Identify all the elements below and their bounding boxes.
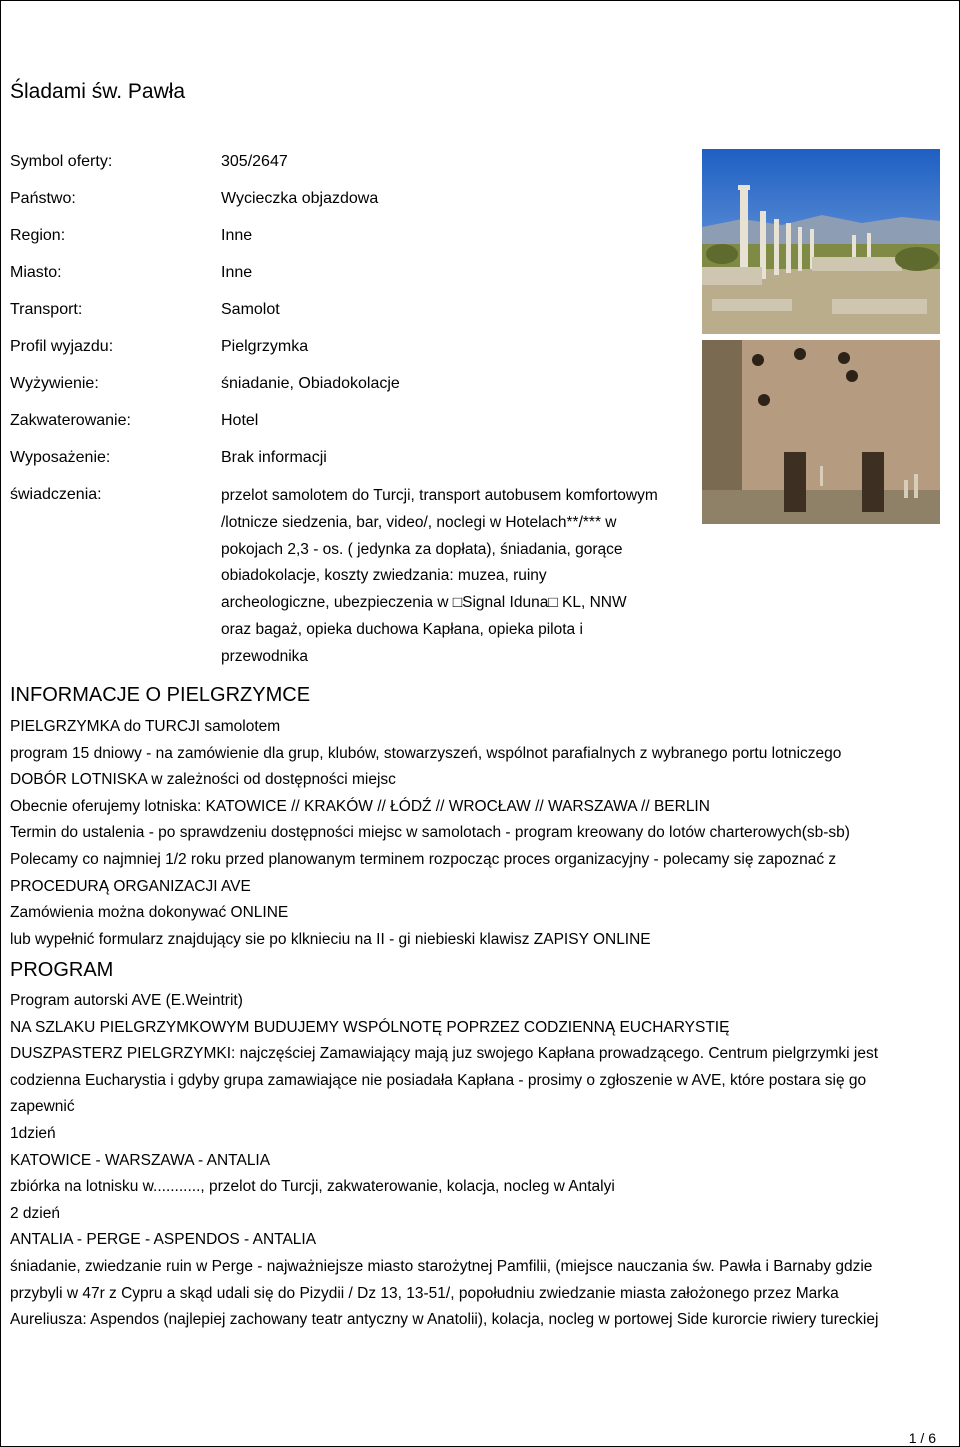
field-value: Hotel [221, 412, 259, 429]
document-title: Śladami św. Pawła [10, 80, 186, 103]
field-label: Transport: [10, 301, 83, 318]
field-label: Region: [10, 227, 66, 244]
benefits-text [221, 483, 701, 671]
program-line: 2 dzień [10, 1204, 60, 1222]
field-value: 305/2647 [221, 153, 288, 170]
field-label: Wyposażenie: [10, 449, 111, 466]
info-line: Zamówienia można dokonywać ONLINE [10, 904, 289, 922]
benefits-line: obiadokolacje, koszty zwiedzania: muzea, ruiny [221, 567, 547, 585]
info-line: Polecamy co najmniej 1/2 roku przed planowanym terminem rozpocząc proces organizacyjny - polecamy się zapoznać z [10, 850, 837, 868]
program-line: NA SZLAKU PIELGRZYMKOWYM BUDUJEMY WSPÓLNOTĘ POPRZEZ CODZIENNĄ EUCHARYSTIĘ [10, 1018, 730, 1036]
benefits-line: oraz bagaż, opieka duchowa Kapłana, opieka pilota i [221, 620, 583, 638]
program-text [10, 988, 955, 1334]
program-line: przybyli w 47r z Cypru a skąd udali się do Pizydii / Dz 13, 13-51/, popołudniu zwiedzanie miasta założonego przez Marka [10, 1284, 839, 1302]
field-label: Zakwaterowanie: [10, 412, 131, 429]
info-line: Obecnie oferujemy lotniska: KATOWICE // KRAKÓW // ŁÓDŹ // WROCŁAW // WARSZAWA // BERLIN [10, 797, 710, 815]
field-label: Miasto: [10, 264, 62, 281]
info-line: program 15 dniowy - na zamówienie dla grup, klubów, stowarzyszeń, wspólnot parafialnych z wybranego portu lotniczego [10, 744, 842, 762]
info-line: lub wypełnić formularz znajdujący sie po klknieciu na II - gi niebieski klawisz ZAPISY ONLINE [10, 930, 651, 948]
field-profile [10, 337, 308, 357]
benefits-line: archeologiczne, ubezpieczenia w □Signal Iduna□ KL, NNW [221, 594, 627, 612]
benefits-line: przelot samolotem do Turcji, transport autobusem komfortowym [221, 487, 658, 504]
program-line: ANTALIA - PERGE - ASPENDOS - ANTALIA [10, 1231, 317, 1249]
ruins-photo [702, 149, 940, 334]
field-board [10, 374, 400, 394]
program-line: codzienna Eucharystia i gdyby grupa zamawiające nie posiadała Kapłana - prosimy o zgłoszenie w AVE, które postara się go [10, 1071, 867, 1089]
field-equipment [10, 448, 327, 468]
program-line: 1dzień [10, 1124, 56, 1142]
field-value: Inne [221, 227, 253, 244]
field-value: Wycieczka objazdowa [221, 190, 379, 207]
field-label: Państwo: [10, 190, 76, 207]
program-line: zapewnić [10, 1098, 75, 1116]
church-photo [702, 340, 940, 524]
program-line: zbiórka na lotnisku w..........., przelot do Turcji, zakwaterowanie, kolacja, nocleg w Antalyi [10, 1178, 615, 1196]
program-line: Program autorski AVE (E.Weintrit) [10, 992, 243, 1009]
field-value: Inne [221, 264, 253, 281]
page-number: 1 / 6 [908, 1430, 936, 1446]
program-line: śniadanie, zwiedzanie ruin w Perge - najważniejsze miasto starożytnej Pamfilii, (miejsce nauczania św. Pawła i Barnaby gdzie [10, 1257, 873, 1275]
program-line: Aureliusza: Aspendos (najlepiej zachowany teatr antyczny w Anatolii), kolacja, nocleg w portowej Side kurorcie riwiery tureckiej [10, 1311, 879, 1329]
field-label: Profil wyjazdu: [10, 338, 114, 355]
info-line: PROCEDURĄ ORGANIZACJI AVE [10, 877, 251, 895]
benefits-line: /lotnicze siedzenia, bar, video/, noclegi w Hotelach**/*** w [221, 513, 617, 531]
field-value: Brak informacji [221, 449, 327, 466]
field-label: świadczenia: [10, 486, 102, 503]
program-line: DUSZPASTERZ PIELGRZYMKI: najczęściej Zamawiający mają juz swojego Kapłana prowadzącego. Centrum pielgrzymki jest [10, 1045, 879, 1063]
field-transport [10, 300, 280, 320]
benefits-line: pokojach 2,3 - os. ( jedynka za dopłata), śniadania, gorące [221, 540, 623, 558]
field-country [10, 189, 378, 209]
info-line: DOBÓR LOTNISKA w zależności od dostępności miejsc [10, 771, 396, 789]
program-heading: PROGRAM [10, 959, 114, 981]
field-symbol [10, 152, 288, 172]
field-accommodation [10, 411, 258, 431]
field-value: Samolot [221, 301, 280, 318]
benefits-line: przewodnika [221, 647, 309, 665]
info-text [10, 714, 955, 953]
field-city [10, 263, 252, 283]
info-heading: INFORMACJE O PIELGRZYMCE [10, 684, 311, 706]
info-line: PIELGRZYMKA do TURCJI samolotem [10, 718, 281, 735]
field-label: Symbol oferty: [10, 153, 113, 170]
info-line: Termin do ustalenia - po sprawdzeniu dostępności miejsc w samolotach - program kreowany do lotów charterowych(sb-sb) [10, 824, 850, 842]
field-region [10, 226, 252, 246]
field-value: Pielgrzymka [221, 338, 309, 355]
field-value: śniadanie, Obiadokolacje [221, 375, 400, 392]
program-line: KATOWICE - WARSZAWA - ANTALIA [10, 1151, 271, 1169]
field-benefits-label [10, 485, 221, 505]
field-label: Wyżywienie: [10, 375, 99, 392]
